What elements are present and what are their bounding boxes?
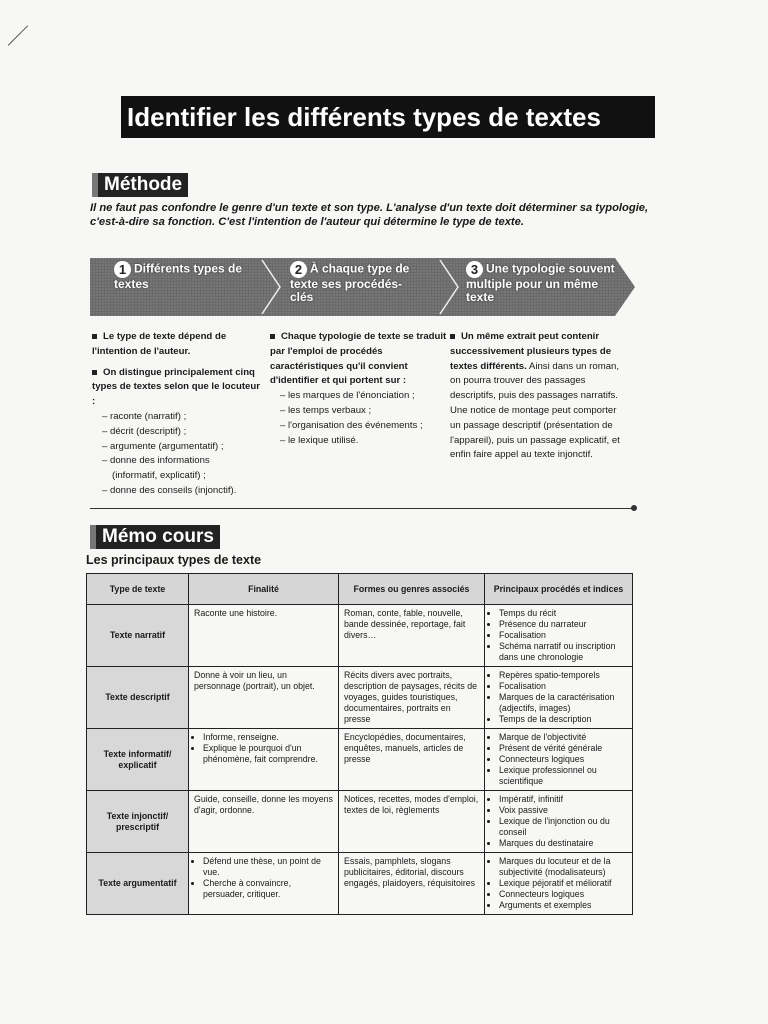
step-1-number: 1 xyxy=(114,261,131,278)
col1-item: (informatif, explicatif) ; xyxy=(112,470,206,482)
methode-col-3 xyxy=(450,330,622,469)
pencil-mark xyxy=(8,25,29,46)
col3-p1-rest: Ainsi dans un roman, on pourra trouver des passages descriptifs, puis des passages narratifs. Une notice de montage peut comporter un passage descriptif (présentation de l'appareil), puis un passage explicatif, et enfin faire appel au texte injonctif. xyxy=(450,360,620,461)
col1-item: – argumente (argumentatif) ; xyxy=(102,440,224,452)
table-row xyxy=(87,729,633,791)
cell-formes: Encyclopédies, documentaires, enquêtes, manuels, articles de presse xyxy=(339,729,485,791)
cell-procedes xyxy=(485,853,633,915)
procede-item: • Arguments et exemples xyxy=(499,900,627,911)
procede-item: • Temps du récit xyxy=(499,608,627,619)
types-table xyxy=(86,573,633,915)
steps-band xyxy=(90,258,635,316)
bullet-icon xyxy=(92,370,97,375)
step-2 xyxy=(290,261,420,304)
cell-finalite xyxy=(189,853,339,915)
finalite-item: • Défend une thèse, un point de vue. xyxy=(203,856,333,878)
bullet-icon xyxy=(270,334,275,339)
cell-formes: Notices, recettes, modes d'emploi, textes de loi, règlements xyxy=(339,791,485,853)
procede-item: • Voix passive xyxy=(499,805,627,816)
methode-col-1 xyxy=(92,330,262,499)
finalite-text: Guide, conseille, donne les moyens d'agir, ordonne. xyxy=(194,794,333,815)
finalite-item: • Explique le pourquoi d'un phénomène, fait comprendre. xyxy=(203,743,333,765)
page-title: Identifier les différents types de textes xyxy=(121,96,655,138)
procede-item: • Marques de la caractérisation (adjectifs, images) xyxy=(499,692,627,714)
section-divider xyxy=(90,508,635,509)
col2-item: – les marques de l'énonciation ; xyxy=(280,390,415,402)
cell-type: Texte descriptif xyxy=(87,667,189,729)
procede-item: • Impératif, infinitif xyxy=(499,794,627,805)
bullet-icon xyxy=(92,334,97,339)
procede-item: • Temps de la description xyxy=(499,714,627,725)
cell-formes: Essais, pamphlets, slogans publicitaires, éditorial, discours engagés, plaidoyers, réquisitoires xyxy=(339,853,485,915)
step-1-label: Différents types de textes xyxy=(114,261,243,291)
procede-item: • Lexique professionnel ou scientifique xyxy=(499,765,627,787)
finalite-text: Donne à voir un lieu, un personnage (portrait), un objet. xyxy=(194,670,315,691)
memo-heading: Mémo cours xyxy=(90,525,220,549)
col1-item: – donne des conseils (injonctif). xyxy=(102,484,237,496)
procede-item: • Focalisation xyxy=(499,681,627,692)
cell-formes: Roman, conte, fable, nouvelle, bande dessinée, reportage, fait divers… xyxy=(339,605,485,667)
col3-p1-bold: Un même extrait peut contenir successivement plusieurs types de textes différents. xyxy=(450,331,612,372)
header-finalite: Finalité xyxy=(189,574,339,605)
procede-item: • Présent de vérité générale xyxy=(499,743,627,754)
cell-procedes xyxy=(485,791,633,853)
cell-type: Texte argumentatif xyxy=(87,853,189,915)
table-row xyxy=(87,667,633,729)
cell-type: Texte injonctif/ prescriptif xyxy=(87,791,189,853)
methode-intro: Il ne faut pas confondre le genre d'un texte et son type. L'analyse d'un texte doit déterminer sa typologie, c'est-à-dire sa fonction. C'est l'intention de l'auteur qui détermine le type de texte. xyxy=(90,202,649,228)
procede-item: • Marque de l'objectivité xyxy=(499,732,627,743)
table-row xyxy=(87,853,633,915)
finalite-item: • Cherche à convaincre, persuader, critiquer. xyxy=(203,878,333,900)
step-3 xyxy=(466,261,616,304)
step-2-label: À chaque type de texte ses procédés-clés xyxy=(290,261,410,304)
divider-dot xyxy=(631,505,637,511)
col2-item: – l'organisation des événements ; xyxy=(280,419,423,431)
cell-procedes xyxy=(485,605,633,667)
procede-item: • Présence du narrateur xyxy=(499,619,627,630)
step-3-number: 3 xyxy=(466,261,483,278)
col1-item: – donne des informations xyxy=(102,455,210,467)
step-1 xyxy=(114,261,244,291)
table-row xyxy=(87,791,633,853)
procede-item: • Repères spatio-temporels xyxy=(499,670,627,681)
finalite-text: Raconte une histoire. xyxy=(194,608,278,618)
procede-item: • Connecteurs logiques xyxy=(499,754,627,765)
finalite-item: • Informe, renseigne. xyxy=(203,732,333,743)
table-row xyxy=(87,605,633,667)
cell-type: Texte narratif xyxy=(87,605,189,667)
cell-procedes xyxy=(485,729,633,791)
procede-item: • Marques du destinataire xyxy=(499,838,627,849)
header-formes: Formes ou genres associés xyxy=(339,574,485,605)
memo-subtitle: Les principaux types de texte xyxy=(86,553,262,567)
procede-item: • Lexique péjoratif et mélioratif xyxy=(499,878,627,889)
cell-finalite xyxy=(189,605,339,667)
cell-finalite xyxy=(189,729,339,791)
step-2-number: 2 xyxy=(290,261,307,278)
procede-item: • Connecteurs logiques xyxy=(499,889,627,900)
col1-item: – décrit (descriptif) ; xyxy=(102,425,187,437)
header-type: Type de texte xyxy=(87,574,189,605)
methode-col-2 xyxy=(270,330,448,448)
cell-procedes xyxy=(485,667,633,729)
table-header-row xyxy=(87,574,633,605)
procede-item: • Marques du locuteur et de la subjectivité (modalisateurs) xyxy=(499,856,627,878)
methode-heading: Méthode xyxy=(92,173,188,197)
procede-item: • Schéma narratif ou inscription dans une chronologie xyxy=(499,641,627,663)
header-procedes: Principaux procédés et indices xyxy=(485,574,633,605)
cell-formes: Récits divers avec portraits, description de paysages, récits de voyages, guides touristiques, documentaires, portraits en presse xyxy=(339,667,485,729)
cell-finalite xyxy=(189,667,339,729)
col2-item: – le lexique utilisé. xyxy=(280,434,359,446)
col2-item: – les temps verbaux ; xyxy=(280,404,372,416)
cell-type: Texte informatif/ explicatif xyxy=(87,729,189,791)
col1-item: – raconte (narratif) ; xyxy=(102,410,187,422)
procede-item: • Focalisation xyxy=(499,630,627,641)
col1-p1: Le type de texte dépend de l'intention de l'auteur. xyxy=(92,331,227,357)
bullet-icon xyxy=(450,334,455,339)
col2-p1: Chaque typologie de texte se traduit par l'emploi de procédés caractéristiques qu'il convient d'identifier et qui portent sur : xyxy=(270,331,447,387)
step-3-label: Une typologie souvent multiple pour un même texte xyxy=(466,261,615,304)
cell-finalite xyxy=(189,791,339,853)
procede-item: • Lexique de l'injonction ou du conseil xyxy=(499,816,627,838)
col1-p2: On distingue principalement cinq types de textes selon que le locuteur : xyxy=(92,366,260,408)
